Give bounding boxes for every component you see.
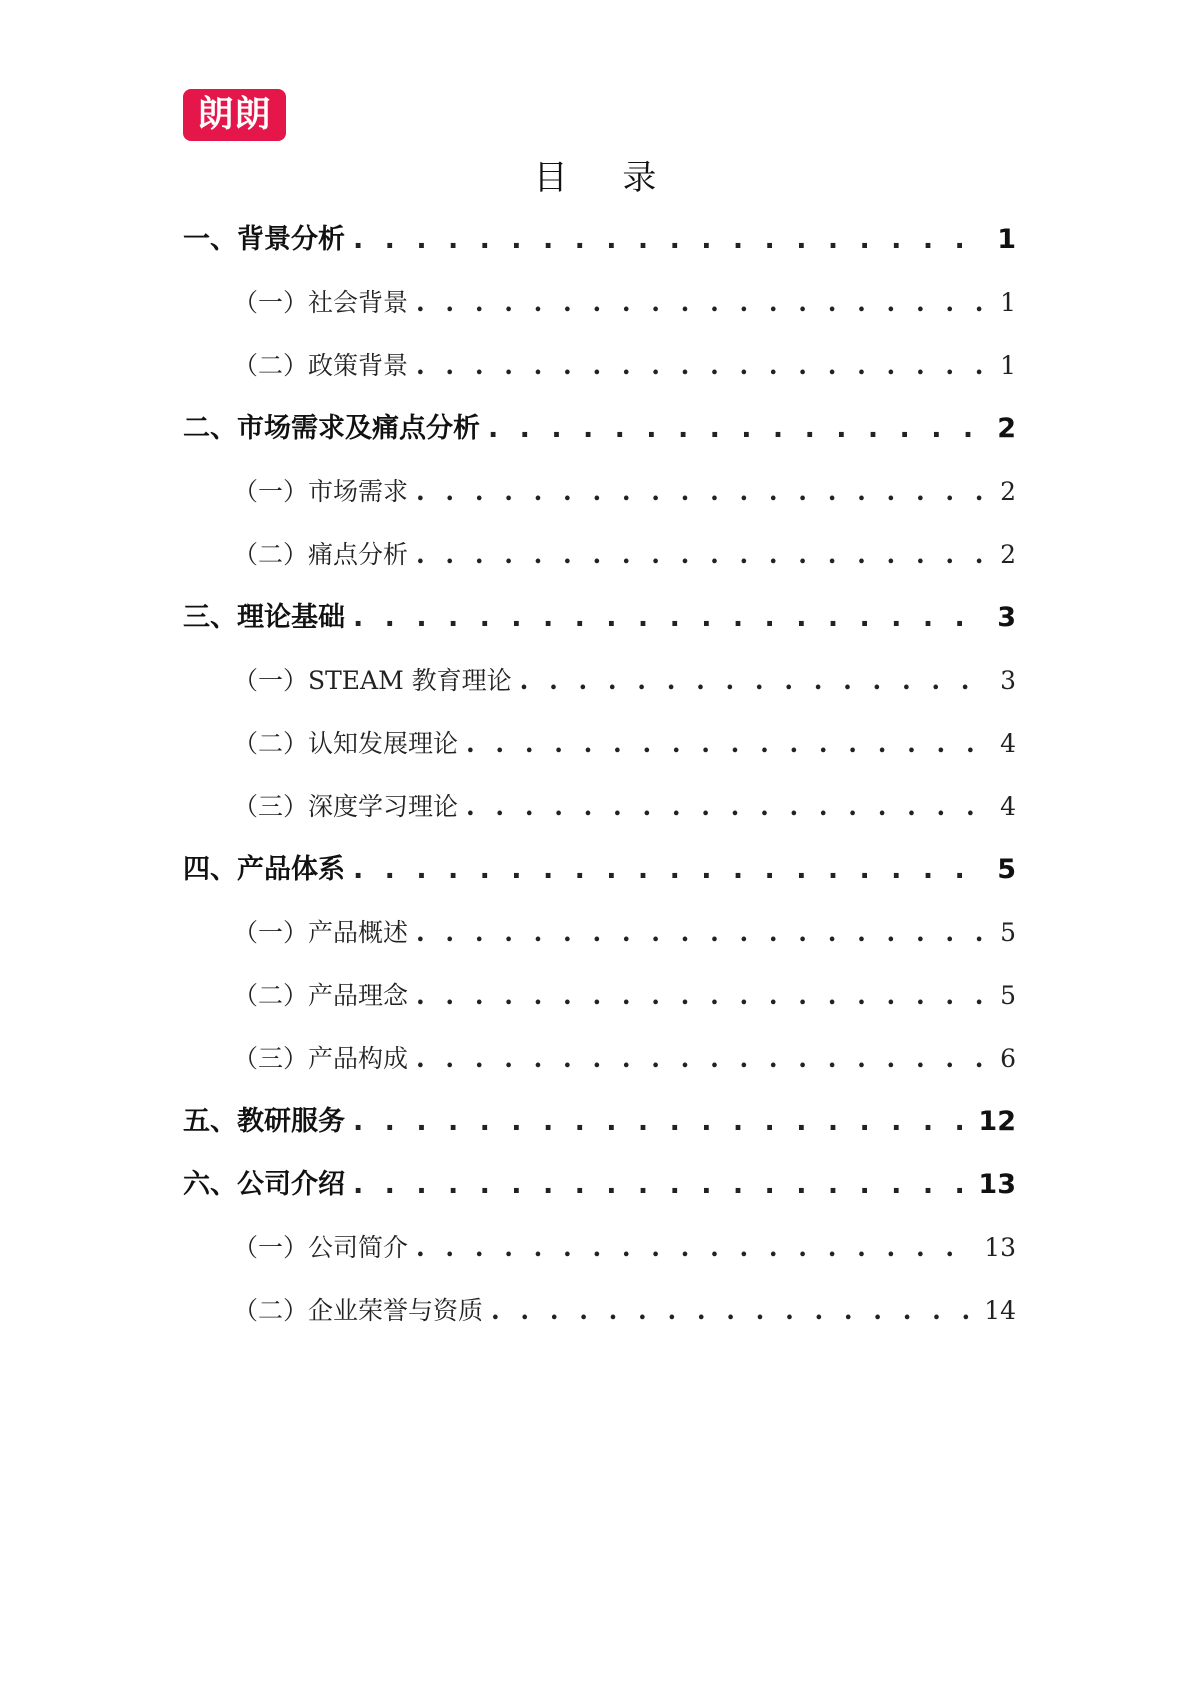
toc-page-number: 2 (997, 413, 1016, 444)
toc-page-number: 5 (997, 854, 1016, 885)
toc-entry-label: 六、公司介绍 (183, 1169, 345, 1200)
toc-leader-dots (466, 775, 982, 838)
toc-page-number: 1 (1000, 351, 1016, 380)
toc-page-number: 5 (1000, 981, 1016, 1010)
toc-leader-dots (353, 586, 982, 649)
toc-leader-dots (488, 397, 982, 460)
toc-entry-social-background[interactable] (183, 271, 1016, 334)
toc-leader-dots (416, 901, 982, 964)
toc-page-number: 1 (1000, 288, 1016, 317)
toc-entry-background-analysis[interactable] (183, 208, 1016, 271)
toc-page-number: 2 (1000, 540, 1016, 569)
toc-leader-dots (416, 1216, 976, 1279)
toc-page-number: 13 (984, 1233, 1016, 1262)
toc-entry-label: （二）痛点分析 (233, 540, 409, 569)
toc-page-number: 13 (978, 1169, 1016, 1200)
toc-page-number: 6 (1000, 1044, 1016, 1073)
toc-page-number: 1 (997, 224, 1016, 255)
toc-leader-dots (491, 1279, 976, 1342)
toc-entry-product-composition[interactable] (183, 1027, 1016, 1090)
toc-page-number: 3 (997, 602, 1016, 633)
toc-page-number: 4 (1000, 729, 1016, 758)
toc-entry-label: 四、产品体系 (183, 854, 345, 885)
toc-title: 目 录 (533, 158, 679, 198)
toc-entry-policy-background[interactable] (183, 334, 1016, 397)
toc-entry-cognitive-theory[interactable] (183, 712, 1016, 775)
toc-leader-dots (466, 712, 982, 775)
toc-page-number: 2 (1000, 477, 1016, 506)
toc-page-number: 14 (984, 1296, 1016, 1325)
toc-leader-dots (416, 523, 982, 586)
toc-entry-label: （一）社会背景 (233, 288, 409, 317)
toc-entry-company-intro[interactable] (183, 1153, 1016, 1216)
toc-page-number: 12 (978, 1106, 1016, 1137)
toc-entry-research-services[interactable] (183, 1090, 1016, 1153)
toc-entry-label: （一）公司简介 (233, 1233, 409, 1262)
toc-entry-label: 二、市场需求及痛点分析 (183, 413, 480, 444)
toc-leader-dots (353, 838, 982, 901)
toc-entry-market-demand[interactable] (183, 460, 1016, 523)
toc-entry-label: （一）STEAM 教育理论 (233, 666, 512, 695)
toc-entry-label: （二）政策背景 (233, 351, 409, 380)
toc-entry-label: 三、理论基础 (183, 602, 345, 633)
toc-entry-label: （二）认知发展理论 (233, 729, 459, 758)
toc-leader-dots (353, 1090, 970, 1153)
toc-leader-dots (353, 1153, 970, 1216)
toc-leader-dots (416, 460, 982, 523)
toc-page-number: 5 (1000, 918, 1016, 947)
toc-entry-label: （三）产品构成 (233, 1044, 409, 1073)
toc-leader-dots (416, 1027, 982, 1090)
toc-leader-dots (520, 649, 982, 712)
toc-entry-deep-learning-theory[interactable] (183, 775, 1016, 838)
toc-entry-pain-points[interactable] (183, 523, 1016, 586)
toc-entry-honors-qualifications[interactable] (183, 1279, 1016, 1342)
toc-entry-label: 五、教研服务 (183, 1106, 345, 1137)
toc-entry-product-system[interactable] (183, 838, 1016, 901)
toc-entry-product-overview[interactable] (183, 901, 1016, 964)
toc-entry-label: （一）市场需求 (233, 477, 409, 506)
toc-entry-label: （二）企业荣誉与资质 (233, 1296, 484, 1325)
toc-entry-steam-theory[interactable] (183, 649, 1016, 712)
toc-entry-label: （二）产品理念 (233, 981, 409, 1010)
toc-leader-dots (416, 334, 982, 397)
toc-page-number: 3 (1000, 666, 1016, 695)
toc-leader-dots (416, 271, 982, 334)
toc-leader-dots (353, 208, 982, 271)
toc-leader-dots (416, 964, 982, 1027)
toc-entry-market-needs[interactable] (183, 397, 1016, 460)
toc-entry-label: 一、背景分析 (183, 224, 345, 255)
toc-entry-label: （一）产品概述 (233, 918, 409, 947)
toc-entry-product-philosophy[interactable] (183, 964, 1016, 1027)
toc-entry-label: （三）深度学习理论 (233, 792, 459, 821)
table-of-contents (183, 208, 1016, 1342)
toc-entry-company-profile[interactable] (183, 1216, 1016, 1279)
brand-logo: 朗朗 (183, 89, 286, 141)
toc-page-number: 4 (1000, 792, 1016, 821)
toc-entry-theory-foundation[interactable] (183, 586, 1016, 649)
